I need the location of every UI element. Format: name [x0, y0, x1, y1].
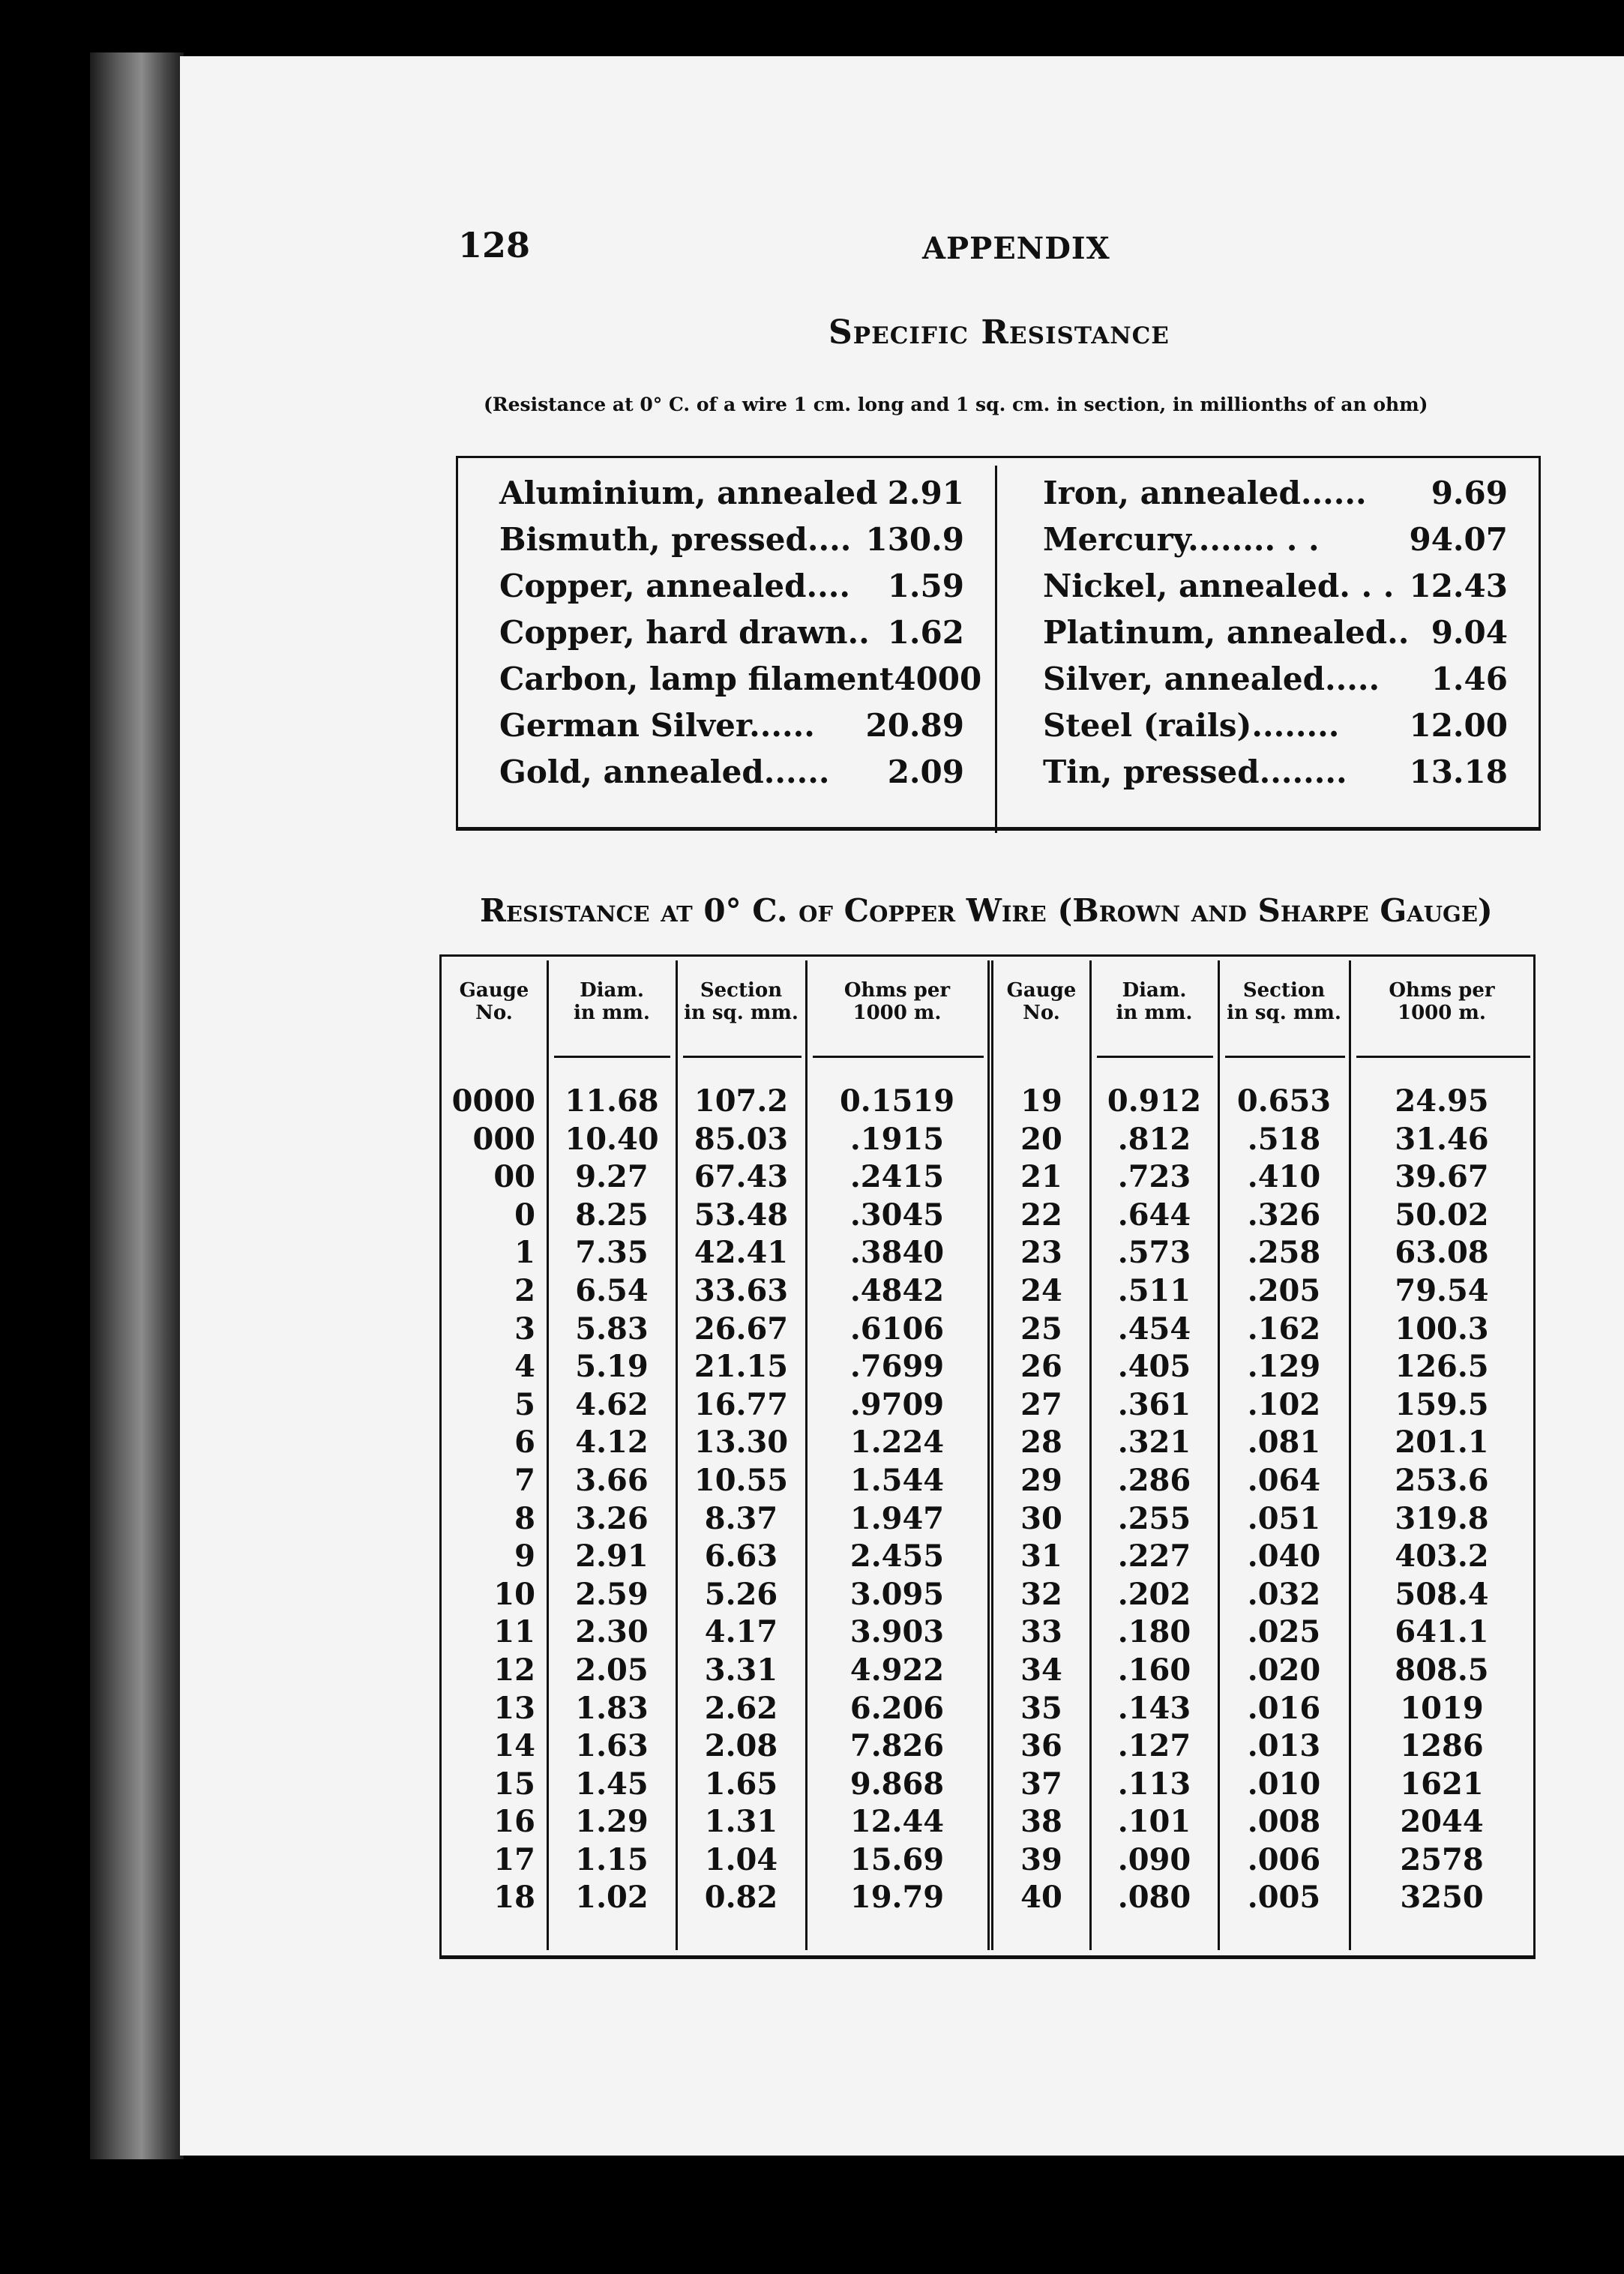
copper-wire-title: Resistance at 0° C. of Copper Wire (Brown and Sharpe Gauge): [480, 892, 1493, 929]
table-cell: 3.66: [575, 1462, 649, 1498]
book-spine: [90, 52, 184, 2159]
table-cell: 24: [1020, 1272, 1062, 1308]
table-cell: 10.55: [694, 1462, 789, 1498]
section-column: [677, 1083, 805, 1917]
material-value: 2.91: [887, 475, 964, 511]
table-cell: 24.95: [1395, 1083, 1489, 1119]
materials-left-column: [499, 475, 982, 800]
table-cell: 2.08: [704, 1728, 778, 1764]
table-cell: .205: [1247, 1272, 1321, 1308]
table-cell: 253.6: [1395, 1462, 1489, 1498]
header-section: [677, 979, 805, 1024]
table-cell: 25: [1020, 1311, 1062, 1347]
header-gauge: [993, 979, 1089, 1024]
table-cell: 3.31: [704, 1652, 778, 1688]
header-line: Ohms per: [1389, 979, 1495, 1002]
table-cell: 1.65: [704, 1766, 778, 1802]
header-rule: [554, 1056, 670, 1058]
material-row: [499, 754, 964, 800]
material-value: 12.43: [1409, 568, 1508, 604]
table-cell: 67.43: [694, 1159, 789, 1195]
table-cell: .9709: [849, 1386, 945, 1422]
material-row: [499, 568, 964, 614]
material-value: 13.18: [1409, 754, 1508, 790]
table-cell: 4: [514, 1349, 535, 1385]
table-cell: 0000: [451, 1083, 535, 1119]
table-cell: .113: [1117, 1766, 1191, 1802]
table-cell: .321: [1117, 1425, 1191, 1461]
header-diameter: [1091, 979, 1218, 1024]
material-row: [1043, 475, 1508, 521]
material-name: Copper, annealed....: [499, 568, 850, 604]
material-row: [1043, 707, 1508, 754]
material-name: Aluminium, annealed: [499, 475, 878, 511]
table-cell: .143: [1117, 1690, 1191, 1726]
table-cell: 15.69: [849, 1841, 945, 1877]
table-cell: 12.44: [849, 1804, 945, 1840]
ohms-column: [807, 1083, 987, 1917]
table-cell: .013: [1247, 1728, 1321, 1764]
table-cell: 11: [493, 1614, 535, 1650]
table-cell: .410: [1247, 1159, 1321, 1195]
table-cell: 19: [1020, 1083, 1062, 1119]
material-row: [1043, 521, 1508, 568]
header-line: No.: [1023, 1002, 1060, 1024]
header-line: in mm.: [1116, 1002, 1193, 1024]
table-cell: .008: [1247, 1804, 1321, 1840]
table-cell: 319.8: [1395, 1500, 1489, 1536]
table-cell: 27: [1020, 1386, 1062, 1422]
table-cell: 4.17: [704, 1614, 778, 1650]
header-line: Section: [700, 979, 783, 1002]
table-cell: 0.82: [704, 1880, 778, 1916]
table-cell: .4842: [849, 1272, 945, 1308]
table-cell: 10: [493, 1576, 535, 1612]
table-cell: 3.26: [575, 1500, 649, 1536]
table-cell: 36: [1020, 1728, 1062, 1764]
material-name: Mercury........ . .: [1043, 521, 1320, 558]
header-rule: [1356, 1056, 1530, 1058]
table-cell: .227: [1117, 1538, 1191, 1574]
table-cell: 1.31: [704, 1804, 778, 1840]
table-cell: 9: [514, 1538, 535, 1574]
header-line: Section: [1242, 979, 1326, 1002]
table-cell: 201.1: [1395, 1425, 1489, 1461]
table-cell: 0.653: [1236, 1083, 1332, 1119]
header-line: No.: [475, 1002, 513, 1024]
table-cell: 10.40: [565, 1121, 659, 1157]
table-cell: .005: [1247, 1880, 1321, 1916]
table-cell: 3250: [1400, 1880, 1484, 1916]
material-value: 1.46: [1431, 661, 1508, 697]
gauge-column: [993, 1083, 1089, 1917]
table-cell: 18: [493, 1880, 535, 1916]
table-cell: 37: [1020, 1766, 1062, 1802]
table-cell: .010: [1247, 1766, 1321, 1802]
table-cell: .812: [1117, 1121, 1191, 1157]
table-cell: 1.04: [704, 1841, 778, 1877]
table-cell: 2.30: [575, 1614, 649, 1650]
material-row: [499, 475, 964, 521]
table-cell: 16: [493, 1804, 535, 1840]
table-cell: 31.46: [1395, 1121, 1489, 1157]
table-cell: 7.826: [849, 1728, 945, 1764]
table-cell: 2044: [1400, 1804, 1484, 1840]
section-column: [1219, 1083, 1349, 1917]
table-cell: 17: [493, 1841, 535, 1877]
material-value: 9.04: [1431, 614, 1508, 651]
running-title: APPENDIX: [922, 231, 1110, 266]
table-cell: 1.544: [849, 1462, 945, 1498]
material-value: 1.59: [887, 568, 964, 604]
header-rule: [813, 1056, 984, 1058]
table-cell: 13: [493, 1690, 535, 1726]
material-row: [1043, 661, 1508, 707]
table-cell: 40: [1020, 1880, 1062, 1916]
table-cell: 3.095: [849, 1576, 945, 1612]
table-cell: 15: [493, 1766, 535, 1802]
table-cell: 508.4: [1395, 1576, 1489, 1612]
material-value: 20.89: [865, 707, 964, 744]
table-cell: .3045: [849, 1197, 945, 1233]
table-cell: 26: [1020, 1349, 1062, 1385]
header-section: [1219, 979, 1349, 1024]
table-cell: .162: [1247, 1311, 1321, 1347]
material-row: [499, 521, 964, 568]
table-cell: 0.912: [1107, 1083, 1202, 1119]
table-cell: 5: [514, 1386, 535, 1422]
table-cell: .361: [1117, 1386, 1191, 1422]
gauge-column: [442, 1083, 535, 1917]
table-cell: 8.37: [704, 1500, 778, 1536]
table-cell: 1: [514, 1235, 535, 1271]
table-cell: 1.947: [849, 1500, 945, 1536]
material-value: 4000: [894, 661, 982, 697]
material-name: Steel (rails)........: [1043, 707, 1340, 744]
table-cell: 38: [1020, 1804, 1062, 1840]
material-value: 2.09: [887, 754, 964, 790]
header-line: in sq. mm.: [1227, 1002, 1341, 1024]
header-ohms: [807, 979, 987, 1024]
header-diameter: [548, 979, 676, 1024]
table-cell: 42.41: [694, 1235, 789, 1271]
table-cell: 39: [1020, 1841, 1062, 1877]
table-cell: .129: [1247, 1349, 1321, 1385]
table-cell: 126.5: [1395, 1349, 1489, 1385]
block-divider: [987, 960, 993, 1950]
table-cell: 33.63: [694, 1272, 789, 1308]
header-line: 1000 m.: [852, 1002, 942, 1024]
table-cell: 21: [1020, 1159, 1062, 1195]
table-cell: .326: [1247, 1197, 1321, 1233]
specific-resistance-subtitle: (Resistance at 0° C. of a wire 1 cm. long and 1 sq. cm. in section, in millionths of an ohm): [484, 394, 1428, 415]
table-cell: .016: [1247, 1690, 1321, 1726]
table-cell: 30: [1020, 1500, 1062, 1536]
table-cell: 19.79: [849, 1880, 945, 1916]
table-cell: 34: [1020, 1652, 1062, 1688]
table-cell: 808.5: [1395, 1652, 1489, 1688]
material-name: Gold, annealed......: [499, 754, 830, 790]
header-line: in sq. mm.: [684, 1002, 799, 1024]
table-cell: 79.54: [1395, 1272, 1489, 1308]
table-cell: .454: [1117, 1311, 1191, 1347]
material-name: Platinum, annealed..: [1043, 614, 1410, 651]
material-value: 1.62: [887, 614, 964, 651]
table-cell: 159.5: [1395, 1386, 1489, 1422]
header-line: Diam.: [580, 979, 644, 1002]
header-rule: [1097, 1056, 1213, 1058]
material-name: Iron, annealed......: [1043, 475, 1367, 511]
table-cell: 1286: [1400, 1728, 1484, 1764]
table-cell: 1.224: [849, 1425, 945, 1461]
table-cell: 13.30: [694, 1425, 789, 1461]
header-line: Diam.: [1122, 979, 1187, 1002]
table-cell: 1621: [1400, 1766, 1484, 1802]
table-cell: .258: [1247, 1235, 1321, 1271]
table-cell: 2578: [1400, 1841, 1484, 1877]
table-cell: .040: [1247, 1538, 1321, 1574]
table-cell: .160: [1117, 1652, 1191, 1688]
table-cell: 5.26: [704, 1576, 778, 1612]
table-cell: 63.08: [1395, 1235, 1489, 1271]
table-cell: 3.903: [849, 1614, 945, 1650]
table-cell: 22: [1020, 1197, 1062, 1233]
header-rule: [683, 1056, 802, 1058]
table-cell: 6: [514, 1425, 535, 1461]
table-cell: .518: [1247, 1121, 1321, 1157]
material-name: Nickel, annealed. . .: [1043, 568, 1395, 604]
table-cell: .090: [1117, 1841, 1191, 1877]
table-cell: .051: [1247, 1500, 1321, 1536]
table-cell: 2.59: [575, 1576, 649, 1612]
table-cell: .511: [1117, 1272, 1191, 1308]
material-name: Copper, hard drawn..: [499, 614, 870, 651]
header-line: 1000 m.: [1398, 1002, 1486, 1024]
header-line: Gauge: [1006, 979, 1077, 1002]
table-cell: .723: [1117, 1159, 1191, 1195]
table-cell: .573: [1117, 1235, 1191, 1271]
ohms-column: [1350, 1083, 1533, 1917]
header-rule: [1225, 1056, 1345, 1058]
table-cell: .286: [1117, 1462, 1191, 1498]
table-cell: 28: [1020, 1425, 1062, 1461]
table-cell: 9.27: [575, 1159, 649, 1195]
table-cell: 23: [1020, 1235, 1062, 1271]
table-cell: 641.1: [1395, 1614, 1489, 1650]
table-cell: 2.91: [575, 1538, 649, 1574]
table-cell: 33: [1020, 1614, 1062, 1650]
page-number: 128: [458, 225, 531, 265]
material-name: Tin, pressed........: [1043, 754, 1347, 790]
table-cell: 14: [493, 1728, 535, 1764]
material-value: 130.9: [865, 521, 964, 558]
material-value: 9.69: [1431, 475, 1508, 511]
materials-right-column: [1043, 475, 1508, 800]
table-cell: 9.868: [849, 1766, 945, 1802]
table-cell: 1.15: [575, 1841, 649, 1877]
table-cell: 4.12: [575, 1425, 649, 1461]
material-row: [1043, 614, 1508, 661]
material-row: [499, 661, 982, 707]
header-line: Ohms per: [843, 979, 951, 1002]
table-cell: .180: [1117, 1614, 1191, 1650]
table-cell: 403.2: [1395, 1538, 1489, 1574]
table-cell: 4.62: [575, 1386, 649, 1422]
table-cell: 53.48: [694, 1197, 789, 1233]
table-cell: .102: [1247, 1386, 1321, 1422]
table-cell: .1915: [849, 1121, 945, 1157]
material-value: 12.00: [1409, 707, 1508, 744]
table-cell: .644: [1117, 1197, 1191, 1233]
header-gauge: [442, 979, 547, 1024]
table-cell: .6106: [849, 1311, 945, 1347]
material-row: [1043, 754, 1508, 800]
table-cell: 31: [1020, 1538, 1062, 1574]
table-cell: 100.3: [1395, 1311, 1489, 1347]
table-cell: 00: [493, 1159, 535, 1195]
table-cell: .020: [1247, 1652, 1321, 1688]
material-row: [499, 707, 964, 754]
table-cell: 2.05: [575, 1652, 649, 1688]
table-cell: 1.29: [575, 1804, 649, 1840]
table-cell: 39.67: [1395, 1159, 1489, 1195]
table-cell: 8: [514, 1500, 535, 1536]
table-cell: 0.1519: [839, 1083, 955, 1119]
table-cell: 000: [472, 1121, 535, 1157]
header-line: Gauge: [459, 979, 529, 1002]
table-cell: 5.19: [575, 1349, 649, 1385]
table-cell: 29: [1020, 1462, 1062, 1498]
table-cell: 11.68: [565, 1083, 659, 1119]
material-name: German Silver......: [499, 707, 815, 744]
table-cell: 21.15: [694, 1349, 789, 1385]
table-cell: .006: [1247, 1841, 1321, 1877]
table-cell: 7: [514, 1462, 535, 1498]
table-cell: 50.02: [1395, 1197, 1489, 1233]
table-cell: 85.03: [694, 1121, 789, 1157]
table-cell: 16.77: [694, 1386, 789, 1422]
table-cell: 5.83: [575, 1311, 649, 1347]
table-cell: 1.02: [575, 1880, 649, 1916]
table-cell: 2.62: [704, 1690, 778, 1726]
material-name: Silver, annealed.....: [1043, 661, 1380, 697]
table-cell: 7.35: [575, 1235, 649, 1271]
table-cell: .127: [1117, 1728, 1191, 1764]
diameter-column: [548, 1083, 676, 1917]
table-cell: 6.54: [575, 1272, 649, 1308]
table-cell: .080: [1117, 1880, 1191, 1916]
material-row: [499, 614, 964, 661]
table-cell: 3: [514, 1311, 535, 1347]
table-cell: 1019: [1400, 1690, 1484, 1726]
table-cell: .7699: [849, 1349, 945, 1385]
table-cell: 107.2: [694, 1083, 789, 1119]
header-line: in mm.: [574, 1002, 650, 1024]
table-cell: 2.455: [849, 1538, 945, 1574]
table-cell: .255: [1117, 1500, 1191, 1536]
material-name: Bismuth, pressed....: [499, 521, 852, 558]
table-cell: 35: [1020, 1690, 1062, 1726]
specific-resistance-table: [456, 456, 1541, 831]
material-value: 94.07: [1409, 521, 1508, 558]
table-cell: .025: [1247, 1614, 1321, 1650]
table-cell: .064: [1247, 1462, 1321, 1498]
table-cell: 20: [1020, 1121, 1062, 1157]
header-ohms: [1350, 979, 1533, 1024]
table-cell: .3840: [849, 1235, 945, 1271]
table-cell: .081: [1247, 1425, 1321, 1461]
table-cell: 0: [514, 1197, 535, 1233]
diameter-column: [1091, 1083, 1218, 1917]
table-cell: 8.25: [575, 1197, 649, 1233]
table-cell: 1.83: [575, 1690, 649, 1726]
table-cell: .202: [1117, 1576, 1191, 1612]
table-cell: 4.922: [849, 1652, 945, 1688]
table-cell: .405: [1117, 1349, 1191, 1385]
copper-wire-table: [439, 954, 1536, 1959]
material-row: [1043, 568, 1508, 614]
table-cell: 2: [514, 1272, 535, 1308]
table-cell: 26.67: [694, 1311, 789, 1347]
table-cell: .101: [1117, 1804, 1191, 1840]
table-cell: 1.45: [575, 1766, 649, 1802]
table-cell: 32: [1020, 1576, 1062, 1612]
table-cell: .032: [1247, 1576, 1321, 1612]
column-divider: [995, 466, 997, 833]
table-cell: 12: [493, 1652, 535, 1688]
table-cell: .2415: [849, 1159, 945, 1195]
table-cell: 1.63: [575, 1728, 649, 1764]
table-cell: 6.206: [849, 1690, 945, 1726]
specific-resistance-title: Specific Resistance: [828, 313, 1170, 352]
table-cell: 6.63: [704, 1538, 778, 1574]
material-name: Carbon, lamp filament: [499, 661, 894, 697]
